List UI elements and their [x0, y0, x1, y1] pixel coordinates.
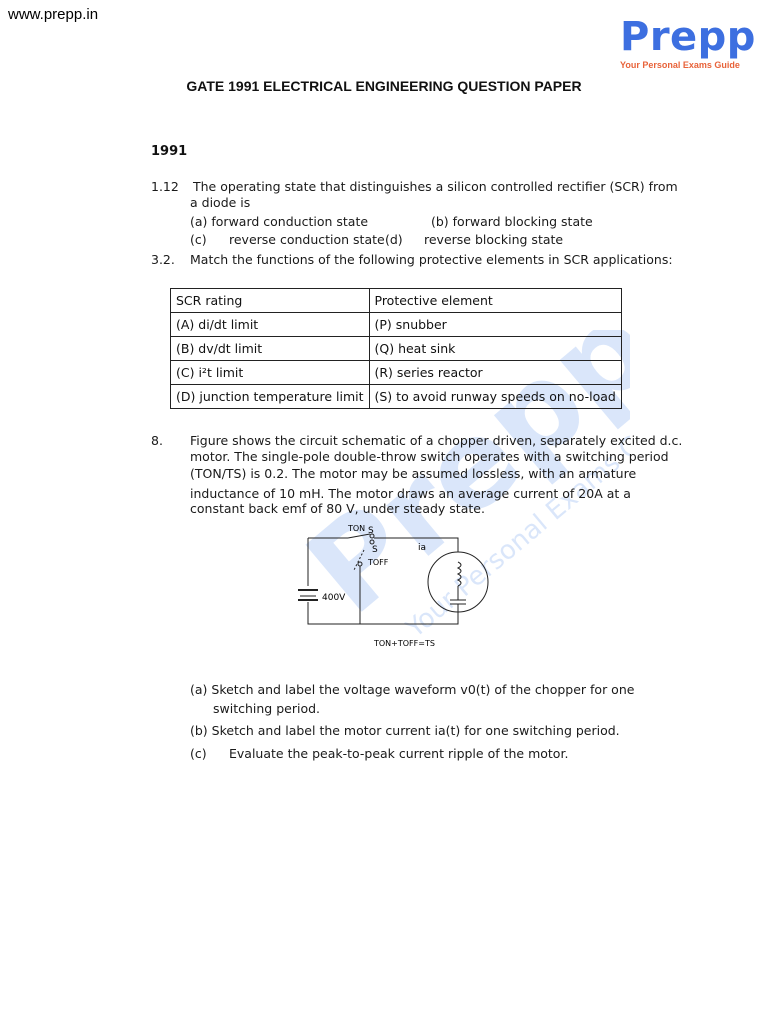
- option-d-label: (d): [385, 232, 403, 247]
- svg-text:Prepp: Prepp: [282, 330, 630, 642]
- table-cell: (C) i²t limit: [171, 361, 370, 385]
- circuit-wire: [308, 602, 458, 624]
- inductor-icon: [458, 562, 461, 586]
- part-a: (a) Sketch and label the voltage waveform v0(t) of the chopper for one: [190, 682, 635, 697]
- table-cell: (D) junction temperature limit: [171, 385, 370, 409]
- question-number: 3.2.: [151, 252, 175, 267]
- ia-label: ia: [418, 543, 427, 553]
- logo-tagline: Your Personal Exams Guide: [620, 60, 740, 70]
- table-cell: (P) snubber: [369, 313, 621, 337]
- year-heading: 1991: [151, 144, 188, 159]
- question-line: Match the functions of the following protective elements in SCR applications:: [190, 252, 673, 267]
- motor-icon: [428, 552, 488, 612]
- brand-logo[interactable]: [612, 14, 756, 74]
- question-line: The operating state that distinguishes a silicon controlled rectifier (SCR) from: [193, 179, 678, 194]
- table-cell: (B) dv/dt limit: [171, 337, 370, 361]
- question-number: 8.: [151, 433, 163, 448]
- site-url[interactable]: www.prepp.in: [8, 6, 99, 23]
- switch-s2-label: S: [372, 545, 378, 555]
- switch-s-label: S: [368, 526, 374, 536]
- switch-blade-icon: [348, 534, 370, 538]
- table-cell: (Q) heat sink: [369, 337, 621, 361]
- part-b: (b) Sketch and label the motor current ia(t) for one switching period.: [190, 723, 620, 738]
- question-line: Figure shows the circuit schematic of a chopper driven, separately excited d.c.: [190, 433, 683, 448]
- page-title: GATE 1991 ELECTRICAL ENGINEERING QUESTION PAPER: [186, 78, 582, 94]
- table-row: [171, 313, 622, 337]
- question-line: constant back emf of 80 V, under steady state.: [190, 501, 485, 516]
- option-a: (a) forward conduction state: [190, 214, 369, 229]
- switch-contact-icon: [358, 562, 362, 566]
- question-number: 1.12: [151, 179, 179, 194]
- chopper-circuit-diagram: [296, 522, 496, 652]
- table-row: [171, 385, 622, 409]
- question-line: inductance of 10 mH. The motor draws an average current of 20A at a: [190, 486, 631, 501]
- part-a-continued: switching period.: [213, 701, 321, 716]
- match-table: [170, 288, 622, 409]
- table-header-cell: SCR rating: [171, 289, 370, 313]
- circuit-wire: [374, 538, 458, 552]
- option-c-label: (c): [190, 232, 207, 247]
- table-row: [171, 361, 622, 385]
- switch-dashed-icon: [354, 550, 364, 570]
- table-row: [171, 337, 622, 361]
- part-c: Evaluate the peak-to-peak current ripple of the motor.: [229, 746, 569, 761]
- option-c: reverse conduction state: [229, 232, 385, 247]
- part-c-label: (c): [190, 746, 207, 761]
- question-line: (TON/TS) is 0.2. The motor may be assumed lossless, with an armature: [190, 466, 637, 481]
- svg-text:Your Personal Exams Guide: Your Personal Exams Guide: [400, 393, 630, 644]
- table-header-row: [171, 289, 622, 313]
- table-cell: (S) to avoid runway speeds on no-load: [369, 385, 621, 409]
- switch-contact-icon: [370, 540, 374, 544]
- option-b: (b) forward blocking state: [431, 214, 593, 229]
- table-cell: (R) series reactor: [369, 361, 621, 385]
- toff-label: TOFF: [368, 558, 389, 567]
- question-line: a diode is: [190, 195, 251, 210]
- ton-label: TON: [348, 524, 366, 533]
- question-line: motor. The single-pole double-throw switch operates with a switching period: [190, 449, 669, 464]
- option-d: reverse blocking state: [424, 232, 564, 247]
- logo-word: Prepp: [620, 14, 756, 60]
- table-cell: (A) di/dt limit: [171, 313, 370, 337]
- source-voltage-label: 400V: [322, 593, 346, 603]
- timing-label: TON+TOFF=TS: [374, 639, 435, 648]
- table-header-cell: Protective element: [369, 289, 621, 313]
